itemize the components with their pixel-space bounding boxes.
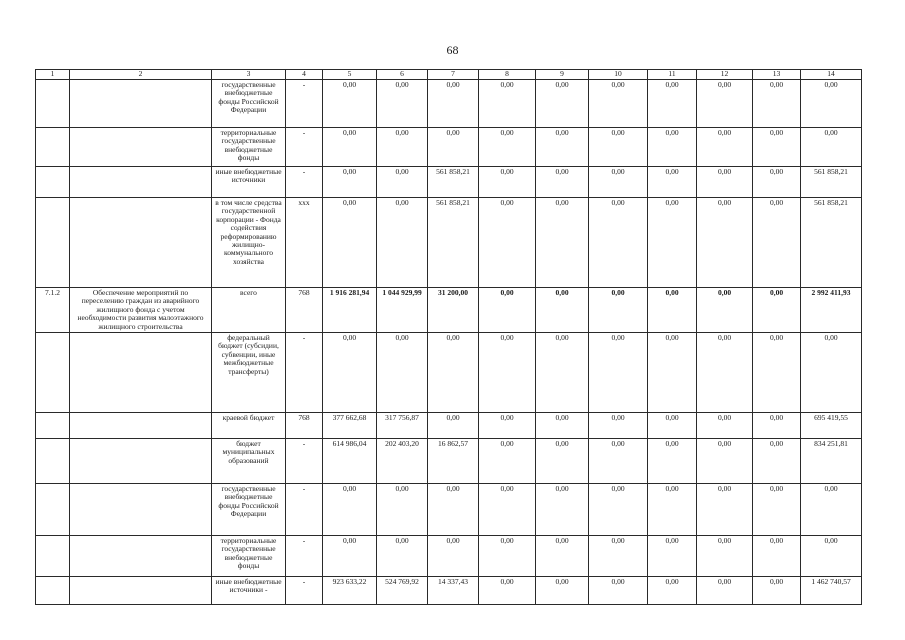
column-number-8: 8 (479, 70, 536, 80)
value-cell: 0,00 (589, 167, 648, 198)
value-cell: 0,00 (323, 128, 377, 167)
row-title-cell (70, 332, 212, 412)
value-cell: 561 858,21 (428, 167, 479, 198)
value-cell: 0,00 (536, 332, 589, 412)
value-cell: 0,00 (753, 412, 801, 438)
value-cell: 0,00 (697, 128, 753, 167)
value-cell: 0,00 (753, 288, 801, 333)
value-cell: 0,00 (801, 332, 862, 412)
column-number-2: 2 (70, 70, 212, 80)
value-cell: 0,00 (648, 438, 697, 483)
value-cell: 0,00 (536, 198, 589, 288)
value-cell: 0,00 (697, 332, 753, 412)
value-cell: 0,00 (479, 167, 536, 198)
value-cell: 0,00 (479, 438, 536, 483)
code-cell: - (286, 332, 323, 412)
value-cell: 0,00 (428, 80, 479, 128)
value-cell: 0,00 (536, 412, 589, 438)
row-title-cell (70, 576, 212, 604)
row-code-cell (36, 198, 70, 288)
table-row (36, 167, 862, 198)
table-row (36, 288, 862, 333)
funding-source-cell: территориальные государственные внебюджетные фонды (212, 128, 286, 167)
code-cell: - (286, 128, 323, 167)
table-row (36, 576, 862, 604)
table-row (36, 535, 862, 576)
row-code-cell (36, 412, 70, 438)
funding-source-cell: бюджет муниципальных образований (212, 438, 286, 483)
value-cell: 0,00 (589, 483, 648, 535)
column-number-11: 11 (648, 70, 697, 80)
value-cell: 0,00 (697, 288, 753, 333)
value-cell: 16 862,57 (428, 438, 479, 483)
budget-table (35, 69, 862, 605)
row-code-cell (36, 128, 70, 167)
value-cell: 0,00 (648, 288, 697, 333)
table-row (36, 483, 862, 535)
value-cell: 0,00 (801, 535, 862, 576)
funding-source-cell: всего (212, 288, 286, 333)
value-cell: 0,00 (589, 128, 648, 167)
value-cell: 0,00 (589, 576, 648, 604)
value-cell: 1 916 281,94 (323, 288, 377, 333)
code-cell: - (286, 535, 323, 576)
row-code-cell (36, 332, 70, 412)
funding-source-cell: государственные внебюджетные фонды Российской Федерации (212, 80, 286, 128)
page-number: 68 (446, 43, 459, 57)
value-cell: 561 858,21 (801, 167, 862, 198)
column-number-4: 4 (286, 70, 323, 80)
row-code-cell (36, 576, 70, 604)
value-cell: 0,00 (753, 332, 801, 412)
column-number-6: 6 (377, 70, 428, 80)
column-number-14: 14 (801, 70, 862, 80)
value-cell: 0,00 (323, 198, 377, 288)
value-cell: 0,00 (648, 167, 697, 198)
table-row (36, 198, 862, 288)
row-title-cell (70, 438, 212, 483)
column-number-header-row (36, 70, 862, 80)
row-title-cell (70, 412, 212, 438)
row-code-cell: 7.1.2 (36, 288, 70, 333)
value-cell: 0,00 (648, 535, 697, 576)
code-cell: - (286, 483, 323, 535)
value-cell: 0,00 (428, 128, 479, 167)
value-cell: 0,00 (479, 80, 536, 128)
code-cell: 768 (286, 288, 323, 333)
value-cell: 0,00 (323, 535, 377, 576)
value-cell: 0,00 (536, 438, 589, 483)
funding-source-cell: территориальные государственные внебюджетные фонды (212, 535, 286, 576)
value-cell: 923 633,22 (323, 576, 377, 604)
value-cell: 14 337,43 (428, 576, 479, 604)
value-cell: 0,00 (479, 535, 536, 576)
value-cell: 0,00 (479, 576, 536, 604)
column-number-1: 1 (36, 70, 70, 80)
value-cell: 0,00 (589, 438, 648, 483)
value-cell: 0,00 (428, 535, 479, 576)
value-cell: 0,00 (753, 483, 801, 535)
value-cell: 834 251,81 (801, 438, 862, 483)
row-title-cell (70, 483, 212, 535)
funding-source-cell: иные внебюджетные источники - (212, 576, 286, 604)
value-cell: 0,00 (428, 412, 479, 438)
row-title-cell (70, 535, 212, 576)
value-cell: 0,00 (536, 128, 589, 167)
value-cell: 0,00 (697, 80, 753, 128)
table-row (36, 332, 862, 412)
code-cell: - (286, 167, 323, 198)
row-title-cell (70, 80, 212, 128)
row-title-cell: Обеспечение мероприятий по переселению граждан из аварийного жилищного фонда с учетом необходимости развития малоэтажного жилищного строительства (70, 288, 212, 333)
value-cell: 0,00 (479, 288, 536, 333)
value-cell: 0,00 (428, 483, 479, 535)
column-number-9: 9 (536, 70, 589, 80)
value-cell: 0,00 (753, 128, 801, 167)
value-cell: 0,00 (648, 412, 697, 438)
table-row (36, 438, 862, 483)
value-cell: 2 992 411,93 (801, 288, 862, 333)
value-cell: 0,00 (697, 483, 753, 535)
value-cell: 0,00 (697, 535, 753, 576)
column-number-3: 3 (212, 70, 286, 80)
value-cell: 0,00 (648, 483, 697, 535)
value-cell: 0,00 (536, 483, 589, 535)
value-cell: 0,00 (323, 483, 377, 535)
row-code-cell (36, 438, 70, 483)
value-cell: 0,00 (589, 288, 648, 333)
value-cell: 0,00 (753, 438, 801, 483)
code-cell: xxx (286, 198, 323, 288)
row-code-cell (36, 167, 70, 198)
value-cell: 561 858,21 (428, 198, 479, 288)
row-code-cell (36, 483, 70, 535)
value-cell: 0,00 (479, 332, 536, 412)
value-cell: 0,00 (536, 288, 589, 333)
value-cell: 0,00 (377, 535, 428, 576)
funding-source-cell: краевой бюджет (212, 412, 286, 438)
value-cell: 0,00 (536, 535, 589, 576)
column-number-7: 7 (428, 70, 479, 80)
funding-source-cell: государственные внебюджетные фонды Российской Федерации (212, 483, 286, 535)
table-row (36, 80, 862, 128)
value-cell: 317 756,87 (377, 412, 428, 438)
code-cell: - (286, 438, 323, 483)
value-cell: 0,00 (648, 576, 697, 604)
value-cell: 0,00 (648, 128, 697, 167)
value-cell: 0,00 (377, 80, 428, 128)
value-cell: 0,00 (536, 167, 589, 198)
value-cell: 524 769,92 (377, 576, 428, 604)
value-cell: 0,00 (479, 128, 536, 167)
value-cell: 0,00 (697, 198, 753, 288)
code-cell: 768 (286, 412, 323, 438)
row-title-cell (70, 167, 212, 198)
value-cell: 0,00 (323, 80, 377, 128)
value-cell: 0,00 (801, 80, 862, 128)
row-code-cell (36, 535, 70, 576)
value-cell: 1 044 929,99 (377, 288, 428, 333)
value-cell: 0,00 (377, 198, 428, 288)
value-cell: 0,00 (753, 80, 801, 128)
value-cell: 0,00 (648, 332, 697, 412)
column-number-13: 13 (753, 70, 801, 80)
value-cell: 0,00 (697, 438, 753, 483)
value-cell: 0,00 (377, 483, 428, 535)
value-cell: 0,00 (479, 483, 536, 535)
value-cell: 0,00 (753, 198, 801, 288)
value-cell: 0,00 (648, 80, 697, 128)
value-cell: 0,00 (697, 167, 753, 198)
column-number-10: 10 (589, 70, 648, 80)
value-cell: 0,00 (801, 128, 862, 167)
value-cell: 0,00 (801, 483, 862, 535)
funding-source-cell: в том числе средства государственной корпорации - Фонда содействия реформированию жилищно-коммунального хозяйства (212, 198, 286, 288)
value-cell: 0,00 (589, 80, 648, 128)
value-cell: 0,00 (753, 535, 801, 576)
value-cell: 0,00 (323, 167, 377, 198)
value-cell: 0,00 (479, 198, 536, 288)
code-cell: - (286, 576, 323, 604)
value-cell: 377 662,68 (323, 412, 377, 438)
value-cell: 0,00 (377, 167, 428, 198)
value-cell: 0,00 (323, 332, 377, 412)
table-row (36, 412, 862, 438)
value-cell: 561 858,21 (801, 198, 862, 288)
value-cell: 0,00 (536, 576, 589, 604)
value-cell: 0,00 (589, 332, 648, 412)
value-cell: 0,00 (377, 128, 428, 167)
funding-source-cell: федеральный бюджет (субсидии, субвенции, иные межбюджетные трансферты) (212, 332, 286, 412)
value-cell: 0,00 (589, 535, 648, 576)
table-body (36, 70, 862, 605)
value-cell: 1 462 740,57 (801, 576, 862, 604)
value-cell: 0,00 (753, 167, 801, 198)
value-cell: 0,00 (428, 332, 479, 412)
funding-source-cell: иные внебюджетные источники (212, 167, 286, 198)
value-cell: 31 200,00 (428, 288, 479, 333)
column-number-5: 5 (323, 70, 377, 80)
row-title-cell (70, 128, 212, 167)
value-cell: 0,00 (536, 80, 589, 128)
value-cell: 0,00 (377, 332, 428, 412)
column-number-12: 12 (697, 70, 753, 80)
value-cell: 0,00 (697, 412, 753, 438)
table-row (36, 128, 862, 167)
value-cell: 0,00 (697, 576, 753, 604)
value-cell: 695 419,55 (801, 412, 862, 438)
row-code-cell (36, 80, 70, 128)
value-cell: 614 986,04 (323, 438, 377, 483)
value-cell: 0,00 (589, 198, 648, 288)
value-cell: 0,00 (479, 412, 536, 438)
value-cell: 0,00 (589, 412, 648, 438)
value-cell: 202 403,20 (377, 438, 428, 483)
value-cell: 0,00 (648, 198, 697, 288)
row-title-cell (70, 198, 212, 288)
value-cell: 0,00 (753, 576, 801, 604)
code-cell: - (286, 80, 323, 128)
